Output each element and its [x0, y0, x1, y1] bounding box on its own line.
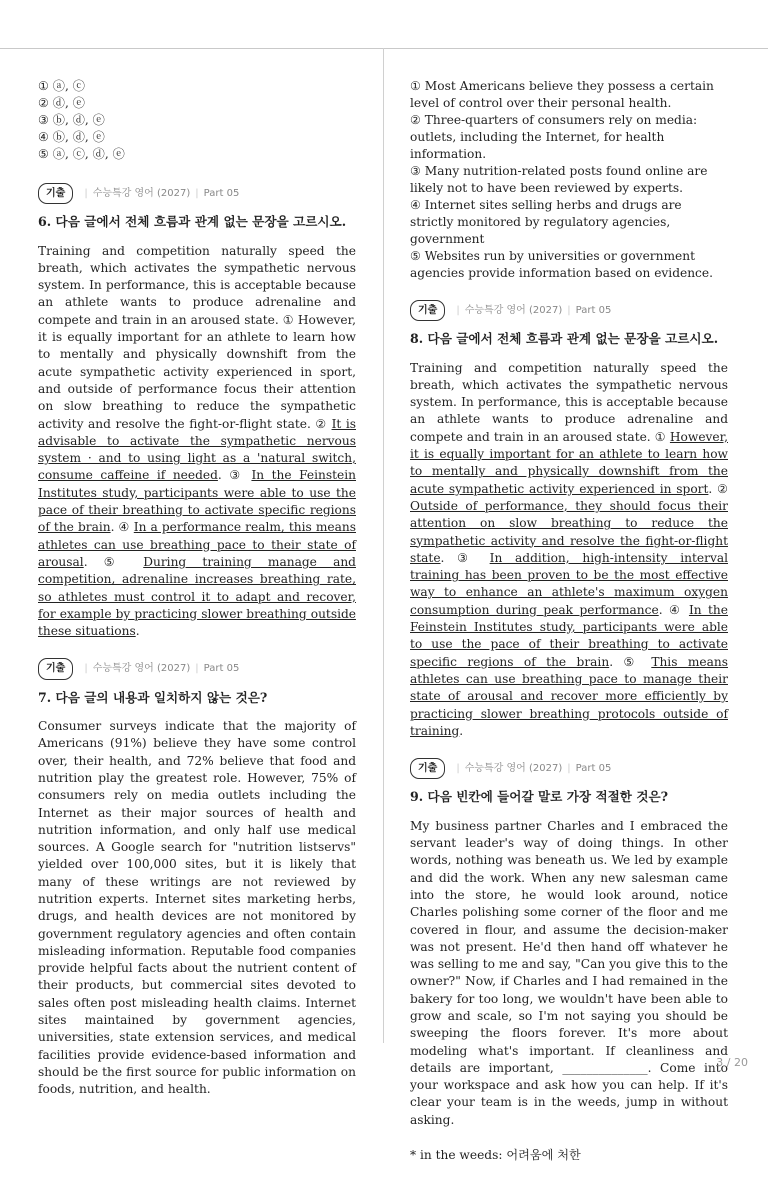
passage: Training and competition naturally speed the breath, which activates the sympathetic nervous system. In performance, this is acceptable because an athlete wants to produce adrenaline and compete and train in an aroused state. ① However, it is equally important for an athlete to learn how to mentally and physically downshift from the acute sympathetic activity experienced in sport, and outside of performance focus their attention on slow breathing to reduce the sympathetic activity and resolve the fight-or-flight state. ② It is advisable to activate the sympathetic nervous system · and to using light as a 'natural switch, consume caffeine if needed. ③ In the Feinstein Institutes study, participants were able to use the pace of their breathing to activate specific regions of the brain. ④ In a performance realm, this means athletes can use breathing pace to their state of arousal. ⑤ During training manage and competition, adrenaline increases breathing rate, so athletes must control it to adapt and recover, for example by practicing slower breathing outside these situations.	[38, 243, 356, 639]
part-label: Part 05	[575, 763, 612, 775]
answer-options-q7	[410, 78, 728, 282]
passage: My business partner Charles and I embraced the servant leader's way of doing things. In other words, nothing was beneath us. We led by example and did the work. When any new salesman came into the store, he would look around, notice Charles polishing some corner of the floor and me covered in flour, and assume the decision-maker was not present. He'd then hand off whatever he was selling to me and say, "Can you give this to the owner?" Now, if Charles and I had remained in the bakery for too long, we wouldn't have been able to grow and scale, so I'm not saying you should be sweeping the floors forever. It's more about modeling what's important. If cleanliness and details are important, ______________. Come into your workspace and ask how you can help. If it's clear your team is in the weeds, jump in without asking.	[410, 818, 728, 1127]
page-number: 3 / 20	[716, 1056, 748, 1069]
badge: 기출	[410, 300, 445, 321]
question-title: 9. 다음 빈칸에 들어갈 말로 가장 적절한 것은?	[410, 789, 669, 805]
option: ③ ⓑ, ⓓ, ⓔ	[38, 113, 105, 127]
question-tag: 기출 | 수능특강 영어 (2027) | Part 05	[38, 183, 356, 204]
badge: 기출	[410, 758, 445, 779]
option: ① Most Americans believe they possess a certain level of control over their personal health.	[410, 79, 714, 110]
option: ⑤ ⓐ, ⓒ, ⓓ, ⓔ	[38, 147, 125, 161]
passage: Consumer surveys indicate that the majority of Americans (91%) believe they have some control over, their health, and 72% believe that food and nutrition play the greatest role. However, 75% of consumers rely on media outlets including the Internet as their major sources of health and nutrition information, and only half use medical sources. A Google search for "nutrition listservs" yielded over 100,000 sites, but it is likely that many of these writings are not reviewed by nutrition experts. Internet sites marketing herbs, drugs, and health devices are not monitored by government regulatory agencies and often contain misleading information. Reputable food companies provide helpful facts about the nutrient content of their products, but commercial sites devoted to sales often post misleading health claims. Internet sites maintained by government agencies, universities, state extension services, and medical facilities provide evidence-based information and should be the first source for public information on foods, nutrition, and health.	[38, 719, 356, 1097]
option: ④ ⓑ, ⓓ, ⓔ	[38, 130, 105, 144]
answer-options-prev	[38, 78, 356, 163]
badge: 기출	[38, 658, 73, 679]
left-column	[38, 78, 356, 1117]
header-rule	[0, 48, 768, 49]
question-title: 6. 다음 글에서 전체 흐름과 관계 없는 문장을 고르시오.	[38, 214, 347, 230]
option: ② ⓓ, ⓔ	[38, 96, 85, 110]
question-tag: 기출 | 수능특강 영어 (2027) | Part 05	[38, 658, 356, 679]
passage: Training and competition naturally speed the breath, which activates the sympathetic nervous system. In performance, this is acceptable because an athlete wants to produce adrenaline and compete and train in an aroused state. ① However, it is equally important for an athlete to learn how to mentally and physically downshift from the acute sympathetic activity experienced in sport. ② Outside of performance, they should focus their attention on slow breathing to reduce the sympathetic activity and resolve the fight-or-flight state. ③ In addition, high-intensity interval training has been proven to be the most effective way to enhance an athlete's maximum oxygen consumption during peak performance. ④ In the Feinstein Institutes study, participants were able to use the pace of their breathing to activate specific regions of the brain. ⑤ This means athletes can use breathing pace to manage their state of arousal and recover more efficiently by practicing slower breathing protocols outside of training.	[410, 360, 728, 738]
option: ⑤ Websites run by universities or government agencies provide information based on evidence.	[410, 249, 713, 280]
question-tag: 기출 | 수능특강 영어 (2027) | Part 05	[410, 300, 728, 321]
part-label: Part 05	[203, 663, 240, 675]
source-label: 수능특강 영어 (2027)	[92, 188, 191, 199]
option: ② Three-quarters of consumers rely on media: outlets, including the Internet, for health information.	[410, 113, 698, 161]
badge: 기출	[38, 183, 73, 204]
question-title: 8. 다음 글에서 전체 흐름과 관계 없는 문장을 고르시오.	[410, 331, 719, 347]
part-label: Part 05	[575, 305, 612, 316]
option: ① ⓐ, ⓒ	[38, 79, 85, 93]
source-label: 수능특강 영어 (2027)	[464, 763, 563, 775]
option: ④ Internet sites selling herbs and drugs are strictly monitored by regulatory agencies, government	[410, 198, 682, 246]
source-label: 수능특강 영어 (2027)	[464, 305, 563, 316]
column-divider	[383, 48, 384, 1043]
right-column	[410, 78, 728, 1177]
question-tag: 기출 | 수능특강 영어 (2027) | Part 05	[410, 758, 728, 779]
option: ③ Many nutrition-related posts found online are likely not to have been reviewed by experts.	[410, 164, 708, 195]
question-title: 7. 다음 글의 내용과 일치하지 않는 것은?	[38, 689, 268, 705]
part-label: Part 05	[203, 188, 240, 199]
source-label: 수능특강 영어 (2027)	[92, 663, 191, 675]
footnote: * in the weeds: 어려움에 처한	[410, 1148, 581, 1163]
